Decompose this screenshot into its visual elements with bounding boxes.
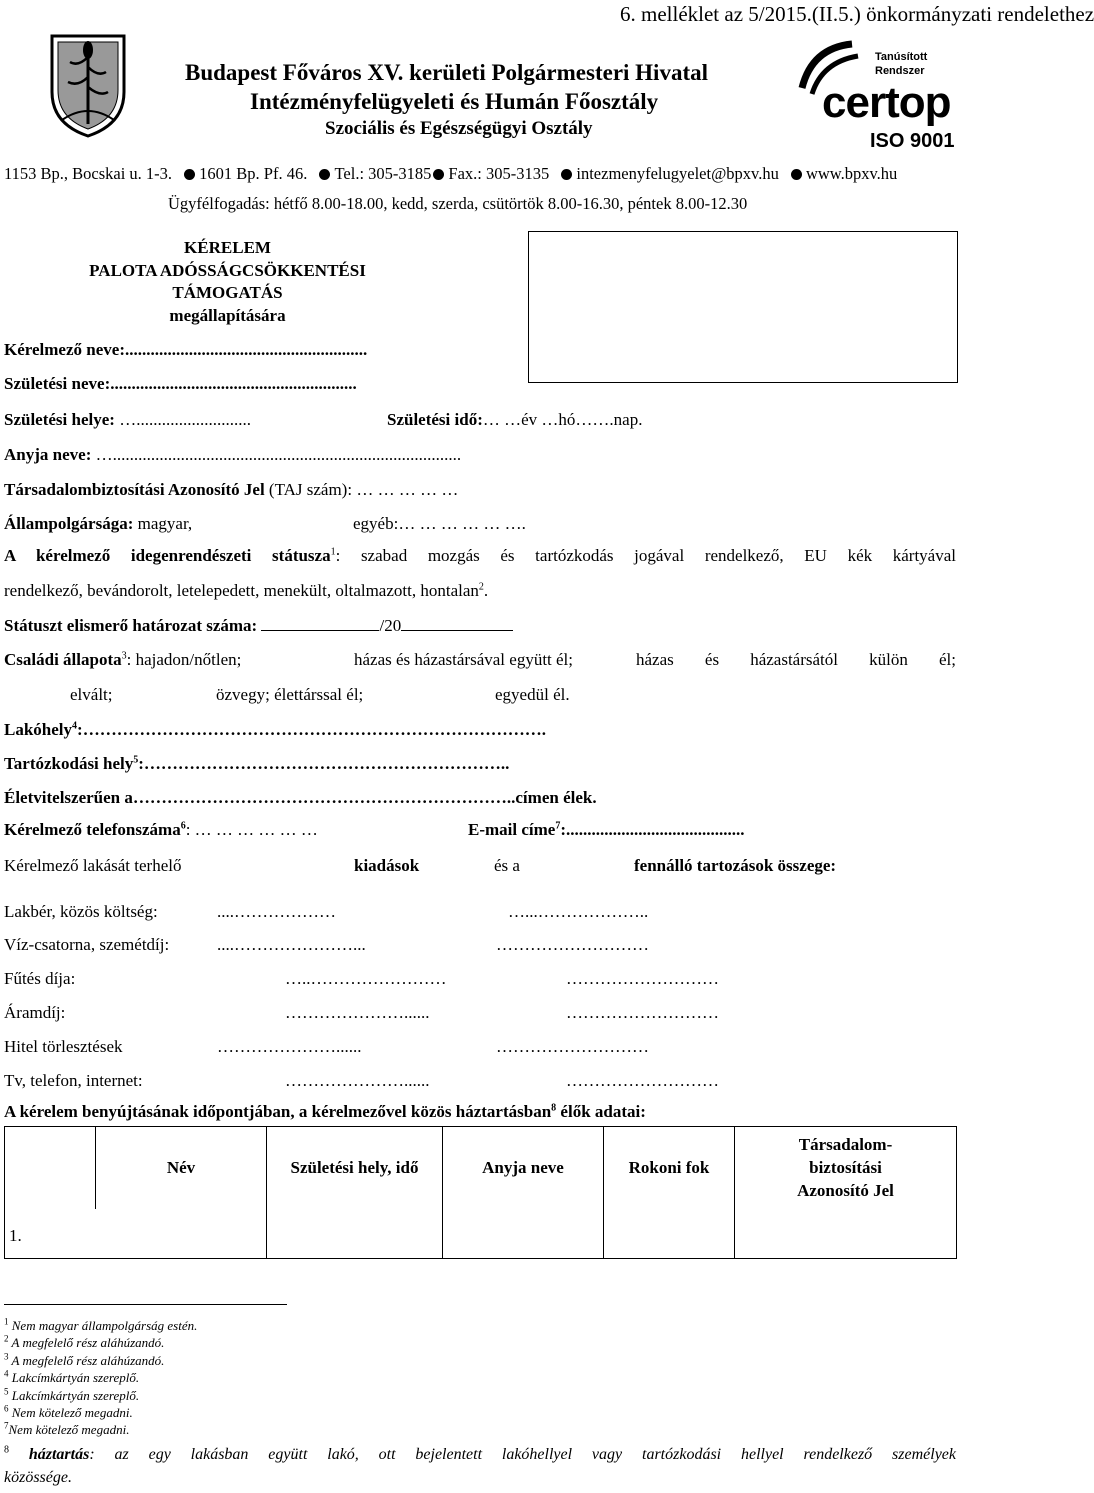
birth-date-row [387, 410, 642, 430]
living-field[interactable]: ………………………………………………………….. [132, 788, 516, 807]
expense-label-3: Áramdíj: [4, 1003, 66, 1022]
col-taj-line2: biztosítási [809, 1158, 882, 1178]
birth-place-field[interactable]: …........................... [114, 410, 251, 429]
bullet-icon [791, 169, 802, 180]
stay-field[interactable]: :……………………………………………………….. [138, 754, 510, 773]
applicant-name-field[interactable]: Kérelmező neve:......................................................... [4, 340, 368, 359]
col-name: Név [96, 1127, 267, 1209]
cell-name[interactable] [96, 1209, 267, 1259]
section-name: Szociális és Egészségügyi Osztály [325, 118, 593, 139]
citizenship-other-field[interactable]: egyéb:… … … … … …. [353, 514, 526, 533]
footnote-text: Nem magyar állampolgárság estén. [11, 1318, 198, 1333]
resolution-row [4, 616, 513, 636]
family-label: Családi állapota [4, 650, 122, 669]
status-options[interactable]: : szabad mozgás és tartózkodás jogával rendelkező, EU kék kártyával [335, 546, 956, 565]
table-row [5, 1209, 957, 1259]
expense-amount-4[interactable]: …………………...... [217, 1037, 362, 1056]
expense-label-0: Lakbér, közös költség: [4, 902, 158, 921]
department-name: Intézményfelügyeleti és Humán Főosztály [250, 89, 659, 114]
footnote-6 [4, 1405, 133, 1421]
cert-brand: certop [822, 78, 951, 127]
family-option-married-together[interactable]: házas és házastársával együtt él; [354, 650, 574, 669]
living-label: Életvitelszerűen a [4, 788, 133, 807]
website-link[interactable]: www.bpxv.hu [805, 164, 898, 183]
office-hours: Ügyfélfogadás: hétfő 8.00-18.00, kedd, szerda, csütörtök 8.00-16.30, péntek 8.00-12.30 [168, 194, 748, 213]
address: 1153 Bp., Bocskai u. 1-3. [4, 164, 173, 183]
expense-amount-3[interactable]: …………………...... [285, 1003, 430, 1022]
footnote-ref: 5 [133, 754, 139, 766]
footnote-number: 3 [4, 1351, 9, 1362]
expense-amount-0[interactable]: ....……………… [217, 902, 336, 921]
family-option-alone[interactable]: egyedül él. [495, 685, 570, 704]
title-line1: KÉRELEM [184, 238, 271, 257]
col-taj-line1: Társadalom- [798, 1135, 893, 1155]
footnote-text: Lakcímkártyán szereplő. [11, 1388, 140, 1403]
status-options-2[interactable]: rendelkező, bevándorolt, letelepedett, menekült, oltalmazott, hontalan [4, 581, 479, 600]
postbox: 1601 Bp. Pf. 46. [199, 164, 308, 183]
footnote-5 [4, 1388, 139, 1404]
debt-amount-0[interactable]: …...……………….. [508, 902, 649, 921]
expense-label-4: Hitel törlesztések [4, 1037, 123, 1056]
expense-amount-2[interactable]: …..…………………… [285, 969, 447, 988]
family-option-single[interactable]: : hajadon/nőtlen; [126, 650, 242, 669]
birth-date-label: Születési idő: [387, 410, 483, 429]
footnote-number: 4 [4, 1368, 9, 1379]
footnote-8-line2: közössége. [4, 1469, 72, 1486]
office-name: Budapest Főváros XV. kerületi Polgármesteri Hivatal [185, 60, 708, 85]
debt-amount-2[interactable]: ……………………… [566, 969, 719, 988]
stamp-box [528, 231, 958, 383]
footnote-ref: 6 [180, 820, 186, 832]
status-label: A kérelmező idegenrendészeti státusza [4, 546, 331, 565]
table-header-row [5, 1127, 957, 1209]
phone-row [4, 820, 318, 840]
cell-mother[interactable] [443, 1209, 604, 1259]
phone-field[interactable]: : … … … … … … [185, 820, 318, 839]
family-option-widowed[interactable]: özvegy; élettárssal él; [216, 685, 364, 704]
footnote-text: Lakcímkártyán szereplő. [11, 1370, 140, 1385]
citizenship-label: Állampolgársága: [4, 514, 134, 533]
footnote-ref: 3 [121, 650, 127, 662]
footnote-number: 1 [4, 1316, 9, 1327]
household-heading-end: élők adatai: [556, 1102, 646, 1121]
household-heading [4, 1102, 646, 1122]
stay-label: Tartózkodási hely [4, 754, 134, 773]
email-link[interactable]: intezmenyfelugyelet@bpxv.hu [576, 164, 779, 183]
footnote-text: Nem kötelező megadni. [8, 1422, 130, 1437]
status-line1 [4, 546, 956, 566]
footnote-number: 7 [4, 1420, 9, 1431]
footnote-term: háztartás [28, 1446, 90, 1463]
residence-label: Lakóhely [4, 720, 73, 739]
footnote-8-line1 [4, 1446, 956, 1464]
debts-heading: fennálló tartozások összege: [634, 856, 837, 875]
footnote-text: A megfelelő rész aláhúzandó. [11, 1335, 165, 1350]
footnote-ref: 2 [478, 581, 484, 593]
footnote-ref: 8 [551, 1102, 557, 1114]
footnote-4 [4, 1370, 139, 1386]
family-option-divorced[interactable]: elvált; [70, 685, 113, 704]
birth-place-row [4, 410, 251, 430]
phone: Tel.: 305-3185 [334, 164, 432, 183]
footnote-text: Nem kötelező megadni. [11, 1405, 133, 1420]
email-field[interactable]: :.......................................... [560, 820, 745, 839]
footnote-1 [4, 1318, 197, 1334]
cell-taj[interactable] [735, 1209, 957, 1259]
footnote-separator [4, 1304, 287, 1305]
living-row [4, 788, 597, 808]
taj-label: Társadalombiztosítási Azonosító Jel [4, 480, 265, 499]
footnote-text: : az egy lakásban együtt lakó, ott bejelentett lakóhellyel vagy tartózkodási hellyel rendelkező személyek [89, 1446, 957, 1463]
cert-line1: Tanúsított [875, 51, 928, 63]
bullet-icon [433, 169, 444, 180]
residence-field[interactable]: :………………………………………………………………………. [77, 720, 546, 739]
mother-field[interactable]: ….................................................................................. [91, 445, 462, 464]
resolution-number-field[interactable] [261, 616, 379, 631]
footnote-text: A megfelelő rész aláhúzandó. [11, 1353, 165, 1368]
title-line3: TÁMOGATÁS [172, 283, 283, 302]
debt-amount-1[interactable]: ……………………… [496, 935, 649, 954]
fax: Fax.: 305-3135 [448, 164, 550, 183]
expense-label-2: Fűtés díja: [4, 969, 76, 988]
footnote-number: 2 [4, 1333, 9, 1344]
footnote-2 [4, 1335, 164, 1351]
birth-date-field[interactable]: … …év …hó…….nap. [482, 410, 643, 429]
citizenship-value[interactable]: magyar, [133, 514, 193, 533]
footnote-7 [4, 1422, 129, 1438]
expenses-label: Kérelmező lakását terhelő [4, 856, 182, 875]
form-title [0, 237, 455, 327]
resolution-label: Státuszt elismerő határozat száma: [4, 616, 258, 635]
cert-iso: ISO 9001 [870, 130, 955, 152]
family-option-married-apart[interactable]: házas és házastársától külön él; [636, 650, 956, 669]
cell-relation[interactable] [604, 1209, 735, 1259]
title-line2: PALOTA ADÓSSÁGCSÖKKENTÉSI [89, 260, 366, 280]
bullet-icon [184, 169, 195, 180]
col-taj [735, 1127, 957, 1209]
birth-place-label: Születési helye: [4, 410, 115, 429]
expense-label-1: Víz-csatorna, szemétdíj: [4, 935, 170, 954]
residence-row [4, 720, 546, 740]
stay-row [4, 754, 509, 774]
resolution-year-prefix: /20 [379, 616, 402, 635]
col-birth: Születési hely, idő [267, 1127, 443, 1209]
col-relation: Rokoni fok [604, 1127, 735, 1209]
footnote-number: 6 [4, 1403, 9, 1414]
footnote-ref: 7 [555, 820, 561, 832]
mother-row [4, 445, 461, 465]
debt-amount-4[interactable]: ……………………… [496, 1037, 649, 1056]
footnote-3 [4, 1353, 164, 1369]
cert-line2: Rendszer [875, 65, 925, 77]
taj-row [4, 480, 458, 500]
footnote-number: 8 [4, 1444, 9, 1456]
citizenship-row [4, 514, 192, 534]
expense-amount-5[interactable]: …………………...... [285, 1071, 430, 1090]
phone-label: Kérelmező telefonszáma [4, 820, 181, 839]
email-row [468, 820, 745, 840]
debt-amount-5[interactable]: ……………………… [566, 1071, 719, 1090]
bullet-icon [561, 169, 572, 180]
row-number: 1. [5, 1209, 96, 1259]
annex-reference: 6. melléklet az 5/2015.(II.5.) önkormányzati rendelethez [620, 2, 1094, 26]
expenses-and: és a [494, 856, 520, 875]
certop-logo [792, 38, 960, 156]
expense-label-5: Tv, telefon, internet: [4, 1071, 143, 1090]
title-line4: megállapítására [169, 305, 286, 325]
email-label: E-mail címe [468, 820, 556, 839]
resolution-year-field[interactable] [401, 616, 513, 631]
cell-birth[interactable] [267, 1209, 443, 1259]
birth-name-field[interactable]: Születési neve:.......................................................... [4, 374, 357, 393]
living-end: címen élek. [515, 788, 597, 807]
expenses-heading: kiadások [354, 856, 420, 875]
mother-label: Anyja neve: [4, 445, 92, 464]
expense-amount-1[interactable]: ....…………………... [217, 935, 366, 954]
col-taj-line3: Azonosító Jel [797, 1181, 894, 1201]
coat-of-arms-icon [48, 32, 128, 140]
status-line2: rendelkező, bevándorolt, letelepedett, menekült, oltalmazott, hontalan$^2$. [4, 581, 489, 600]
table-cell-empty [5, 1127, 96, 1209]
household-heading-text: A kérelem benyújtásának időpontjában, a kérelmezővel közös háztartásban [4, 1102, 552, 1121]
footnote-number: 5 [4, 1386, 9, 1397]
bullet-icon [319, 169, 330, 180]
taj-field[interactable]: (TAJ szám): … … … … … [264, 480, 459, 499]
household-table [4, 1126, 957, 1259]
debt-amount-3[interactable]: ……………………… [566, 1003, 719, 1022]
footnote-ref: 1 [330, 546, 336, 558]
contact-line [4, 164, 897, 184]
col-mother: Anyja neve [443, 1127, 604, 1209]
footnote-ref: 4 [72, 720, 78, 732]
